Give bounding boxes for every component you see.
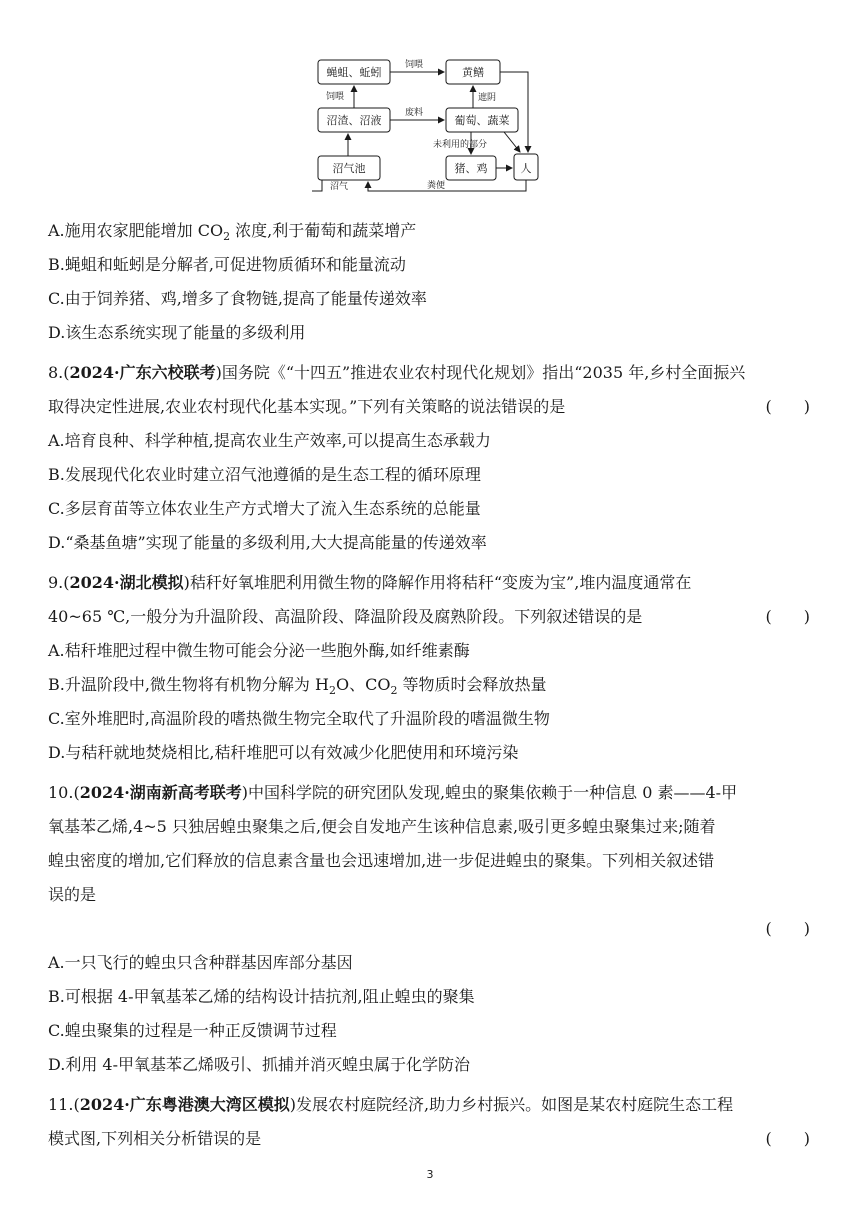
q7-option-d: D.该生态系统实现了能量的多级利用 xyxy=(48,323,306,342)
q8-answer-paren: ( ) xyxy=(765,397,810,416)
edge-feed-left: 饲喂 xyxy=(326,92,345,102)
q9-answer-paren: ( ) xyxy=(765,607,810,626)
edge-waste: 废料 xyxy=(404,108,424,118)
label-eel: 黄鳝 xyxy=(462,66,484,79)
edge-unused: 未利用的部分 xyxy=(432,140,488,150)
page-number: 3 xyxy=(426,1168,434,1181)
question-content xyxy=(48,214,810,1156)
q10-stem-line3: 蝗虫密度的增加,它们释放的信息素含量也会迅速增加,进一步促进蝗虫的聚集。下列相关叙述错 xyxy=(48,851,715,870)
edge-shade: 遮阴 xyxy=(478,93,497,103)
q11-source: 2024·广东粤港澳大湾区模拟 xyxy=(79,1095,290,1114)
q10-option-c: C.蝗虫聚集的过程是一种正反馈调节过程 xyxy=(48,1021,337,1040)
q9-stem-line1: 9.(2024·湖北模拟)秸秆好氧堆肥利用微生物的降解作用将秸秆“变废为宝”,堆内温度通常在 xyxy=(48,573,692,592)
q10-stem-line1: 10.(2024·湖南新高考联考)中国科学院的研究团队发现,蝗虫的聚集依赖于一种信息 0 素——4-甲 xyxy=(48,783,738,802)
q11-stem-line2: 模式图,下列相关分析错误的是 ( ) xyxy=(48,1122,810,1156)
q10-stem-line2: 氧基苯乙烯,4~5 只独居蝗虫聚集之后,便会自发地产生该种信息素,吸引更多蝗虫聚集过来;随着 xyxy=(48,817,716,836)
label-grape: 葡萄、蔬菜 xyxy=(454,114,510,127)
q10-answer-line xyxy=(48,912,810,946)
q9-option-b: B.升温阶段中,微生物将有机物分解为 $H_2O$、$CO_2$ 等物质时会释放热量 xyxy=(48,675,547,698)
edge-manure: 粪便 xyxy=(426,181,446,191)
q8-source: 2024·广东六校联考 xyxy=(69,363,216,382)
q8-option-a: A.培育良种、科学种植,提高农业生产效率,可以提高生态承载力 xyxy=(48,431,491,450)
edge-gas: 沼气 xyxy=(330,182,349,192)
label-pig: 猪、鸡 xyxy=(454,162,488,175)
ecosystem-flow-svg xyxy=(308,50,548,200)
q10-option-d: D.利用 4-甲氧基苯乙烯吸引、抓捕并消灭蝗虫属于化学防治 xyxy=(48,1055,471,1074)
q11-stem-line1: 11.(2024·广东粤港澳大湾区模拟)发展农村庭院经济,助力乡村振兴。如图是某农村庭院生态工程 xyxy=(48,1095,734,1114)
q9-option-c: C.室外堆肥时,高温阶段的嗜热微生物完全取代了升温阶段的嗜温微生物 xyxy=(48,709,550,728)
q9-option-d: D.与秸秆就地焚烧相比,秸秆堆肥可以有效减少化肥使用和环境污染 xyxy=(48,743,519,762)
q8-stem-line1: 8.(2024·广东六校联考)国务院《“十四五”推进农业农村现代化规划》指出“2035 年,乡村全面振兴 xyxy=(48,363,746,382)
label-human: 人 xyxy=(520,162,532,175)
q10-option-b: B.可根据 4-甲氧基苯乙烯的结构设计拮抗剂,阻止蝗虫的聚集 xyxy=(48,987,475,1006)
q7-option-b: B.蝇蛆和蚯蚓是分解者,可促进物质循环和能量流动 xyxy=(48,255,406,274)
q10-stem-line4: 误的是 xyxy=(48,885,97,904)
label-residue: 沼渣、沼液 xyxy=(326,114,382,127)
q8-option-d: D.“桑基鱼塘”实现了能量的多级利用,大大提高能量的传递效率 xyxy=(48,533,487,552)
q9-option-a: A.秸秆堆肥过程中微生物可能会分泌一些胞外酶,如纤维素酶 xyxy=(48,641,470,660)
q10-source: 2024·湖南新高考联考 xyxy=(79,783,242,802)
q8-option-c: C.多层育苗等立体农业生产方式增大了流入生态系统的总能量 xyxy=(48,499,481,518)
q10-answer-paren: ( ) xyxy=(765,919,810,938)
q8-option-b: B.发展现代化农业时建立沼气池遵循的是生态工程的循环原理 xyxy=(48,465,481,484)
q9-stem-line2: 40~65 ℃,一般分为升温阶段、高温阶段、降温阶段及腐熟阶段。下列叙述错误的是 ( ) xyxy=(48,600,810,634)
label-maggot: 蝇蛆、蚯蚓 xyxy=(326,66,382,79)
q10-option-a: A.一只飞行的蝗虫只含种群基因库部分基因 xyxy=(48,953,353,972)
q7-option-a: A.施用农家肥能增加 $CO_2$ 浓度,利于葡萄和蔬菜增产 xyxy=(48,221,417,244)
q7-option-c: C.由于饲养猪、鸡,增多了食物链,提高了能量传递效率 xyxy=(48,289,427,308)
edge-feed-top: 饲喂 xyxy=(404,60,424,70)
ecosystem-diagram xyxy=(308,50,548,200)
label-biogas: 沼气池 xyxy=(332,162,366,175)
q11-answer-paren: ( ) xyxy=(765,1129,810,1148)
q8-stem-line2: 取得决定性进展,农业农村现代化基本实现。”下列有关策略的说法错误的是 ( ) xyxy=(48,390,810,424)
q9-source: 2024·湖北模拟 xyxy=(69,573,184,592)
